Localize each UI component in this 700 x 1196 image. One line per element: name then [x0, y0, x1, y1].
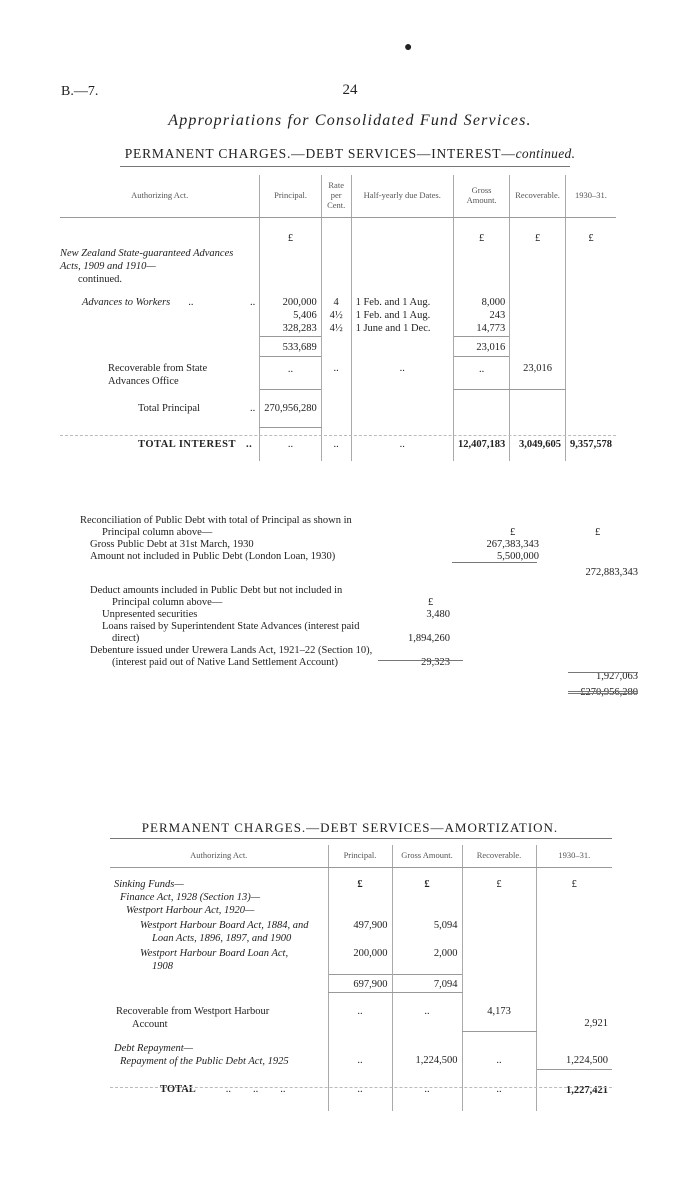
- col-year: 1930–31.: [565, 175, 616, 217]
- unpresented-label: Unpresented securities: [102, 609, 198, 620]
- deduct-total: 1,927,063: [596, 671, 638, 682]
- total-principal-label: Total Principal ..: [138, 402, 256, 414]
- workers-gross: 8,000 243 14,773: [453, 287, 509, 337]
- col-gross-amount: Gross Amount.: [453, 175, 509, 217]
- workers-principals: 200,000 5,406 328,283: [260, 287, 322, 337]
- unpresented-value: 3,480: [426, 609, 450, 620]
- act-title: New Zealand State-guaranteed Advances Acts, 1909 and 1910— continued.: [60, 247, 234, 285]
- col-recoverable: Recoverable.: [462, 845, 536, 867]
- debt-repayment-label: Debt Repayment— Repayment of the Public Debt Act, 1925: [114, 1042, 289, 1067]
- document-code: B.—7.: [61, 84, 99, 99]
- page-title: Appropriations for Consolidated Fund Services.: [168, 112, 532, 129]
- reconciliation: Reconciliation of Public Debt with total of Principal as shown in Principal column above— £ £ Gross Public Debt at 31st March, 1930 267,383,343 Amount not included in Public Debt (London Loan, 1930) 5,500,000 272,883,343 Deduct amounts included in Public Debt but not included in Principal column above— £ Unpresented securities 3,480 Loans raised by Superintendent State Advances (interest paid direct) 1,894,260 Debenture issued under Urewera Lands Act, 1921–22 (Section 10), (interest paid out of Native Land Settlement Account) 29,323 1,927,063 £270,956,280: [80, 515, 638, 698]
- total-interest-label: TOTAL INTEREST ..: [138, 438, 253, 450]
- not-included-label: Amount not included in Public Debt (London Loan, 1930): [90, 551, 336, 562]
- sinking-funds-heading: Sinking Funds— Finance Act, 1928 (Section 13)— Westport Harbour Act, 1920—: [114, 878, 261, 916]
- repay-gross: 1,224,500: [392, 1032, 462, 1069]
- amort-subtotal-gross: 7,094: [392, 974, 462, 992]
- workers-due-dates: 1 Feb. and 1 Aug. 1 Feb. and 1 Aug. 1 June and 1 Dec.: [351, 287, 453, 337]
- recoverable-label: Recoverable from State Advances Office: [108, 363, 208, 388]
- subtotal-gross: 23,016: [453, 337, 509, 356]
- col-principal: Principal.: [328, 845, 392, 867]
- total-gross: 12,407,183: [453, 427, 509, 461]
- col-due-dates: Half-yearly due Dates.: [351, 175, 453, 217]
- repay-year: 1,224,500: [536, 1032, 612, 1069]
- col-authorizing-act: Authorizing Act.: [110, 845, 328, 867]
- interest-table: Authorizing Act. Principal. Rate per Cent. Half-yearly due Dates. Gross Amount. Recoverable. 1930–31. £ £ £ £ New Zealand State-guaranteed Advances Acts, 1909 and 1910— continued. Advances to Workers .. .. 200,000 5,406 328,283 4 4½ 4½ 1 Feb. and 1 Aug. 1 Feb. and 1 Aug. 1 June and 1 Dec. 8,000 243 14,773 533,689 23,016 Recoverable from State Advances Office .. .. .. .. 23,016 Total Principal .. 270,956,280 TOTAL INTEREST .. .. .. .. 12,407,183 3,049,605 9,357,578: [60, 175, 616, 461]
- board-act-gross: 5,094: [392, 918, 462, 946]
- col-authorizing-act: Authorizing Act.: [60, 175, 260, 217]
- amort-subtotal-principal: 697,900: [328, 974, 392, 992]
- gross-debt-value: 267,383,343: [486, 539, 539, 550]
- col-principal: Principal.: [260, 175, 322, 217]
- workers-row-label: Advances to Workers .. ..: [82, 297, 256, 308]
- col-gross-amount: Gross Amount.: [392, 845, 462, 867]
- recon-final-total: £270,956,280: [580, 687, 638, 698]
- amort-total-label: TOTAL .. .. ..: [160, 1084, 286, 1096]
- amort-recoverable-value: 4,173: [462, 993, 536, 1032]
- col-rate: Rate per Cent.: [321, 175, 351, 217]
- workers-rates: 4 4½ 4½: [321, 287, 351, 337]
- subtotal-principal: 533,689: [260, 337, 322, 356]
- board-act-label: Westport Harbour Board Act, 1884, and Loan Acts, 1896, 1897, and 1900: [140, 919, 309, 944]
- pound-sign: £: [453, 217, 509, 246]
- amort-recoverable-year: 2,921: [536, 993, 612, 1032]
- interest-heading: PERMANENT CHARGES.—DEBT SERVICES—INTEREST—continued.: [124, 146, 576, 161]
- recon-subtotal: 272,883,343: [585, 567, 638, 578]
- loan-act-label: Westport Harbour Board Loan Act, 1908: [140, 948, 289, 973]
- total-year: 9,357,578: [565, 427, 616, 461]
- loan-act-principal: 200,000: [328, 946, 392, 974]
- amortization-table: Authorizing Act. Principal. Gross Amount. Recoverable. 1930–31. Sinking Funds— Finance Act, 1928 (Section 13)— Westport Harbour Act, 1920— £ £ £ £ Westport Harbour Board Act, 1884, and Loan Acts, 1896, 1897, and 1900 497,900 5,094 Westport Harbour Board Loan Act, 1908 200,000 2,000 697,900 7,094 Recoverable from Westport Harbour Account .. .. 4,173 2,921 Debt Repayment— Repayment of the Public Debt Act, 1925 .. 1,224,500 .. 1,224,500 TOTAL .. .. .. .. .. .. 1,227,421: [110, 845, 612, 1111]
- board-act-principal: 497,900: [328, 918, 392, 946]
- loans-value: 1,894,260: [408, 633, 450, 644]
- amort-recoverable-label: Recoverable from Westport Harbour Account: [116, 1005, 270, 1030]
- page-number: 24: [342, 82, 358, 98]
- pound-sign: £: [510, 217, 566, 246]
- total-recoverable: 3,049,605: [510, 427, 566, 461]
- gross-debt-label: Gross Public Debt at 31st March, 1930: [90, 539, 254, 550]
- amortization-heading: PERMANENT CHARGES.—DEBT SERVICES—AMORTIZATION.: [141, 820, 559, 835]
- total-principal-value: 270,956,280: [260, 389, 322, 427]
- pound-sign: £: [565, 217, 616, 246]
- debenture-value: 29,323: [421, 657, 450, 668]
- col-year: 1930–31.: [536, 845, 612, 867]
- recoverable-value: 23,016: [510, 356, 566, 389]
- pound-sign: £: [260, 217, 322, 246]
- not-included-value: 5,500,000: [497, 551, 539, 562]
- loan-act-gross: 2,000: [392, 946, 462, 974]
- col-recoverable: Recoverable.: [510, 175, 566, 217]
- ink-dot: ●: [404, 40, 413, 55]
- amort-total-year: 1,227,421: [536, 1069, 612, 1111]
